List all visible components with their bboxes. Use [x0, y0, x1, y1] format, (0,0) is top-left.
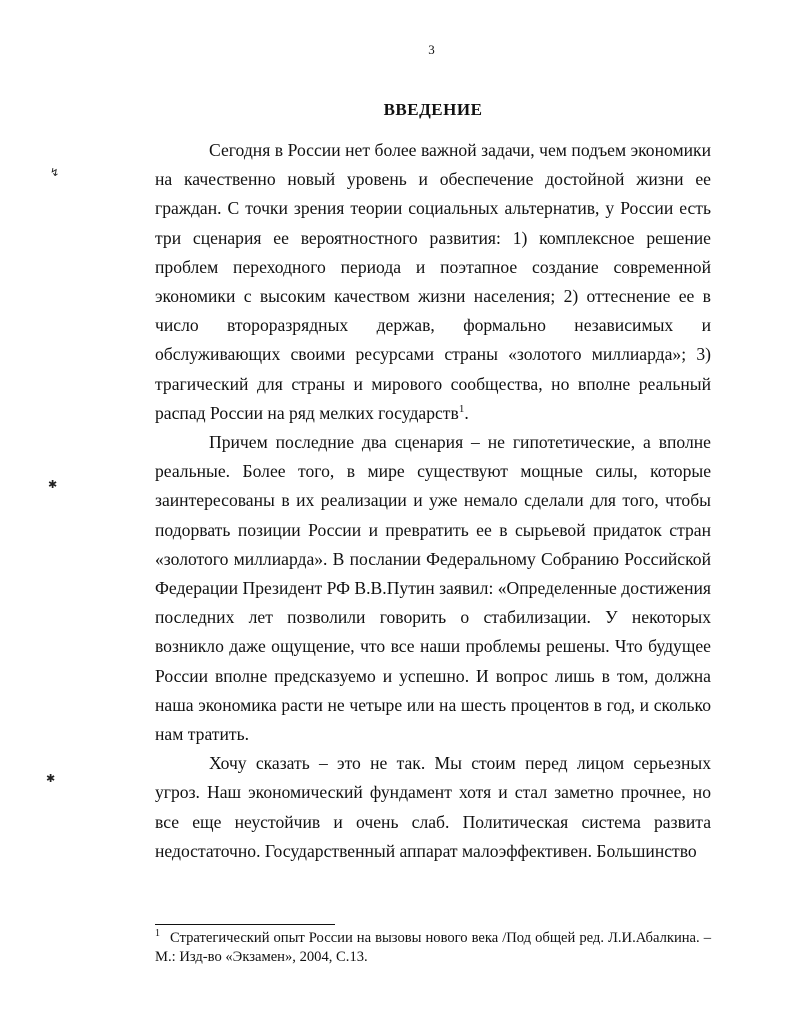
footnote-divider — [155, 924, 335, 925]
scan-mark-icon: ✱ — [46, 772, 56, 785]
footnote — [155, 929, 711, 967]
paragraph-1-end: . — [464, 402, 469, 423]
scan-mark-icon: ✱ — [48, 478, 58, 491]
scan-mark-icon: ↯ — [50, 166, 60, 179]
paragraph-2: Причем последние два сценария – не гипотетические, а вполне реальные. Более того, в мире существуют мощные силы, которые заинтересованы в их реализации и уже немало сделали для того, чтобы подорвать позиции России и превратить ее в сырьевой придаток стран «золотого миллиарда». В послании Федеральному Собранию Российской Федерации Президент РФ В.В.Путин заявил: «Определенные достижения последних лет позволили говорить о стабилизации. У некоторых возникло даже ощущение, что все наши проблемы решены. Что будущее России вполне предсказуемо и успешно. И вопрос лишь в том, должна наша экономика расти не четыре или на шесть процентов в год, и сколько нам тратить. — [155, 432, 712, 745]
page-number: 3 — [428, 42, 435, 57]
footnote-number: 1 — [155, 928, 160, 940]
body-text — [155, 136, 711, 866]
paragraph-3: Хочу сказать – это не так. Мы стоим перед лицом серьезных угроз. Наш экономический фундамент хотя и стал заметно прочнее, но все еще неустойчив и очень слаб. Политическая система развита недостаточно. Государственный аппарат малоэффективен. Большинство — [155, 753, 711, 861]
page-title: ВВЕДЕНИЕ — [383, 100, 483, 119]
paragraph-1-text: Сегодня в России нет более важной задачи, чем подъем экономики на качественно новый уровень и обеспечение достойной жизни ее граждан. С точки зрения теории социальных альтернатив, у России есть три сценария ее вероятностного развития: 1) комплексное решение проблем переходного периода и поэтапное создание современной экономики с высоким качеством жизни населения; 2) оттеснение ее в число второразрядных держав, формально независимых и обслуживающих своими ресурсами страны «золотого миллиарда»; 3) трагический для страны и мирового сообщества, но вполне реальный распад России на ряд мелких государств — [155, 140, 711, 423]
footnote-reference: 1 — [458, 402, 465, 415]
footnote-text: Стратегический опыт России на вызовы нового века /Под общей ред. Л.И.Абалкина. – М.: Изд-во «Экзамен», 2004, С.13. — [155, 930, 711, 965]
paragraph-1 — [155, 136, 711, 428]
